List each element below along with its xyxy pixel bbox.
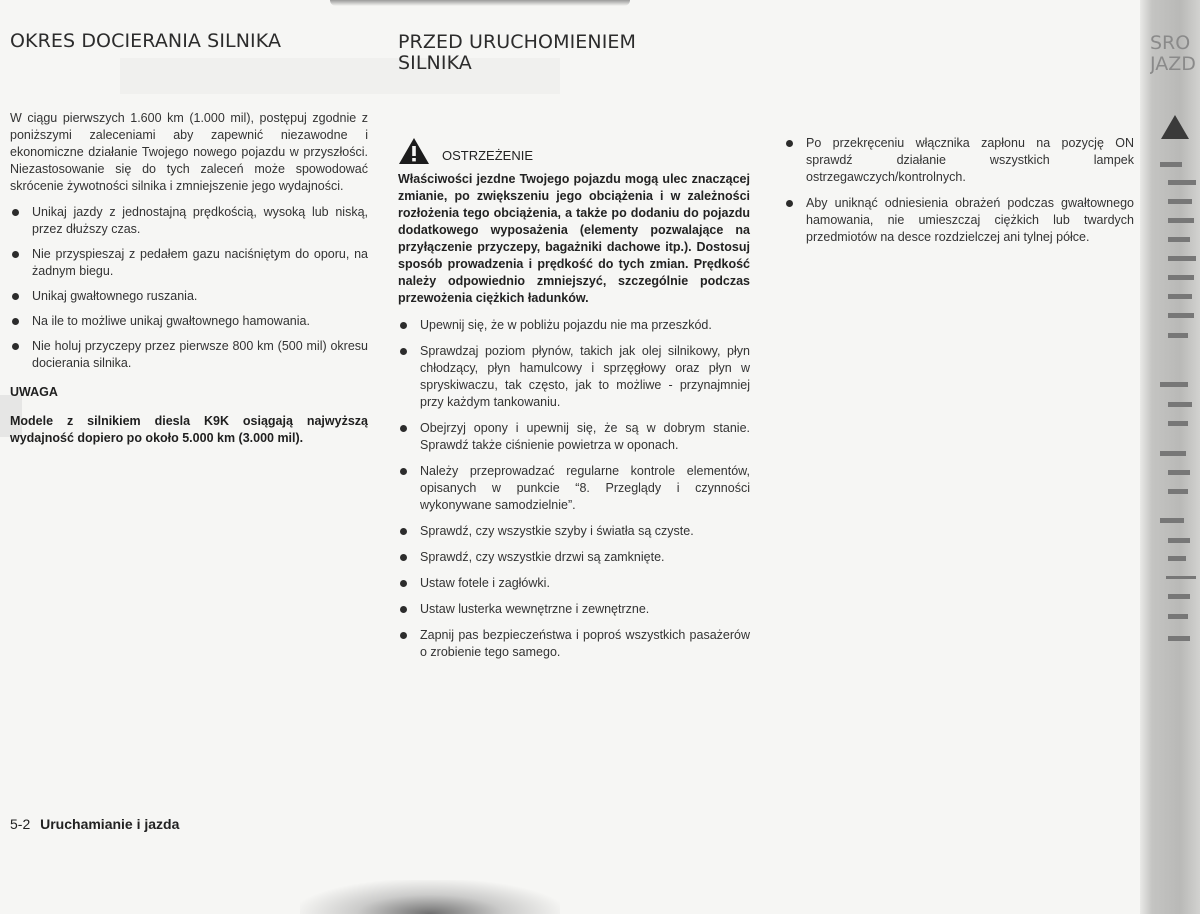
list-item: Sprawdź, czy wszystkie szyby i światła są czyste. <box>398 523 750 540</box>
next-page-text-fragment <box>1168 313 1194 318</box>
list-item: Upewnij się, że w pobliżu pojazdu nie ma przeszkód. <box>398 317 750 334</box>
left-column <box>10 110 368 447</box>
note-text: Modele z silnikiem diesla K9K osiągają najwyższą wydajność dopiero po około 5.000 km (3.000 mil). <box>10 414 368 445</box>
next-page-text-fragment <box>1168 538 1190 543</box>
list-item: Należy przeprowadzać regularne kontrole elementów, opisanych w punkcie “8. Przeglądy i czynności wykonywane samodzielnie”. <box>398 463 750 514</box>
next-page-text-fragment <box>1168 294 1192 299</box>
next-page-text-fragment <box>1168 218 1194 223</box>
section-heading-before-start <box>398 32 636 74</box>
footer-section-title: Uruchamianie i jazda <box>40 816 180 832</box>
next-page-text-fragment <box>1168 636 1190 641</box>
list-item: Ustaw lusterka wewnętrzne i zewnętrzne. <box>398 601 750 618</box>
list-item: Po przekręceniu włącznika zapłonu na pozycję ON sprawdź działanie wszystkich lampek ostrzegawczych/kontrolnych. <box>784 135 1134 186</box>
scan-shadow-bottom <box>300 880 560 914</box>
list-item: Sprawdzaj poziom płynów, takich jak olej silnikowy, płyn chłodzący, płyn hamulcowy i sprzęgłowy oraz płyn w spryskiwaczu, tak często, jak to możliwe - przynajmniej przy każdym tankowaniu. <box>398 343 750 411</box>
heading-line: SILNIKA <box>398 52 472 74</box>
list-item: Unikaj jazdy z jednostajną prędkością, wysoką lub niską, przez dłuższy czas. <box>10 204 368 238</box>
next-page-text-fragment <box>1168 256 1196 261</box>
list-item: Zapnij pas bezpieczeństwa i poproś wszystkich pasażerów o zrobienie tego samego. <box>398 627 750 661</box>
next-page-text-fragment <box>1166 576 1196 579</box>
heading-line: PRZED URUCHOMIENIEM <box>398 31 636 53</box>
next-page-text-fragment <box>1168 594 1190 599</box>
next-page-text-fragment <box>1168 421 1188 426</box>
warning-label: OSTRZEŻENIE <box>442 147 534 163</box>
heading-line: JAZD <box>1150 53 1196 75</box>
next-page-text-fragment <box>1168 275 1194 280</box>
list-item: Sprawdź, czy wszystkie drzwi są zamknięte. <box>398 549 750 566</box>
next-page-text-fragment <box>1168 180 1196 185</box>
list-item: Ustaw fotele i zagłówki. <box>398 575 750 592</box>
right-column <box>784 135 1134 246</box>
warning-triangle-icon <box>398 137 430 165</box>
next-page-text-fragment <box>1168 470 1190 475</box>
list-item: Nie przyspieszaj z pedałem gazu naciśniętym do oporu, na żadnym biegu. <box>10 246 368 280</box>
note-label: UWAGA <box>10 385 58 399</box>
page-number: 5-2 <box>10 816 31 832</box>
next-page-text-fragment <box>1160 382 1188 387</box>
right-list <box>784 135 1134 246</box>
next-page-text-fragment <box>1160 162 1182 167</box>
heading-line: SRO <box>1150 33 1191 54</box>
breakin-list <box>10 204 368 372</box>
next-page-text-fragment <box>1160 518 1184 523</box>
next-page-text-fragment <box>1168 199 1192 204</box>
list-item: Na ile to możliwe unikaj gwałtownego hamowania. <box>10 313 368 330</box>
page-footer <box>10 816 179 832</box>
warning-text: Właściwości jezdne Twojego pojazdu mogą ulec znaczącej zmianie, po zwiększeniu jego obciążenia i w zależności rozłożenia tego obciążenia, a także po dodaniu do pojazdu dodatkowego wyposażenia (elementy pozwalające na przyłączenie przyczepy, bagażniki dachowe itp.). Dostosuj sposób prowadzenia i prędkość do tych zmian. Prędkość należy odpowiednio zmniejszyć, szczególnie podczas przewożenia ciężkich ładunków. <box>398 172 750 305</box>
warning-header <box>398 137 750 165</box>
list-item: Aby uniknąć odniesienia obrażeń podczas gwałtownego hamowania, nie umieszczaj ciężkich lub twardych przedmiotów na desce rozdzielczej ani tylnej półce. <box>784 195 1134 246</box>
next-page-text-fragment <box>1168 556 1186 561</box>
right-column-clip <box>784 135 1140 275</box>
breakin-intro: W ciągu pierwszych 1.600 km (1.000 mil), postępuj zgodnie z poniższymi zaleceniami aby zapewnić niezawodne i ekonomiczne działanie Twojego nowego pojazdu w przyszłości. Niezastosowanie się do tych zaleceń może spowodować skrócenie żywotności silnika i zmniejszenie jego wydajności. <box>10 111 368 193</box>
list-item: Nie holuj przyczepy przez pierwsze 800 km (500 mil) okresu docierania silnika. <box>10 338 368 372</box>
section-heading-breakin: OKRES DOCIERANIA SILNIKA <box>10 30 282 52</box>
middle-column <box>398 137 750 661</box>
next-page-text-fragment <box>1168 237 1190 242</box>
next-page-text-fragment <box>1168 489 1188 494</box>
next-page-text-fragment <box>1168 333 1188 338</box>
next-page-text-fragment <box>1168 614 1188 619</box>
next-page-text-fragment <box>1168 402 1192 407</box>
list-item: Obejrzyj opony i upewnij się, że są w dobrym stanie. Sprawdź także ciśnienie powietrza w oponach. <box>398 420 750 454</box>
next-page-warning-icon <box>1160 114 1190 145</box>
list-item: Unikaj gwałtownego ruszania. <box>10 288 368 305</box>
next-page-heading <box>1150 33 1200 75</box>
before-start-list <box>398 317 750 661</box>
next-page-text-fragment <box>1160 451 1186 456</box>
scan-shadow-top <box>330 0 630 6</box>
